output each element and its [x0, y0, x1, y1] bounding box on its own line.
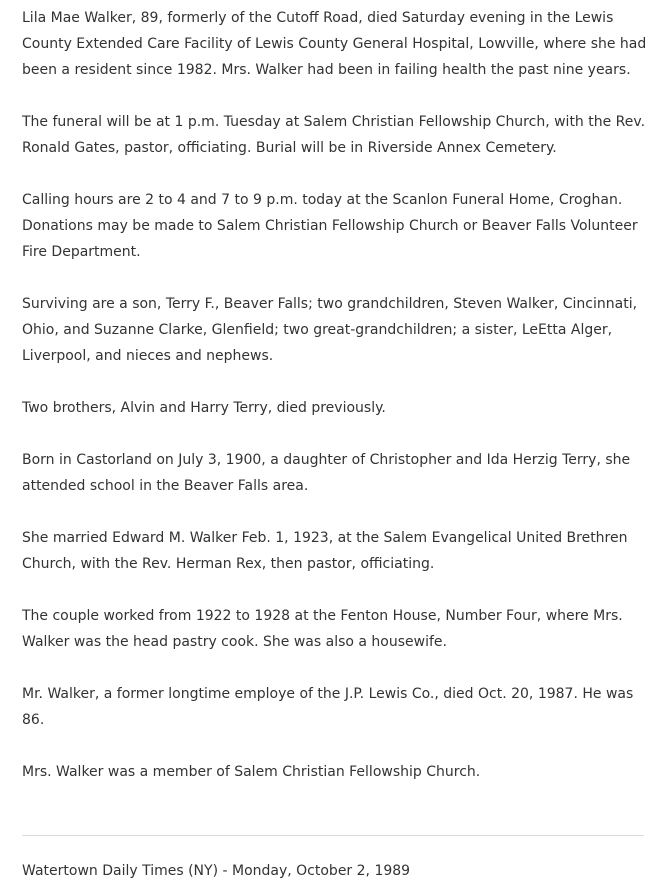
- obituary-article: [22, 5, 648, 811]
- paragraph-predeceased: Two brothers, Alvin and Harry Terry, died previously.: [22, 400, 386, 416]
- paragraph-birth: Born in Castorland on July 3, 1900, a daughter of Christopher and Ida Herzig Terry, she attended school in the Beaver Falls area.: [22, 452, 631, 494]
- paragraph-work: The couple worked from 1922 to 1928 at the Fenton House, Number Four, where Mrs. Walker was the head pastry cook. She was also a housewife.: [22, 608, 623, 650]
- source-divider: [22, 835, 644, 836]
- paragraph-survivors: Surviving are a son, Terry F., Beaver Falls; two grandchildren, Steven Walker, Cincinnati, Ohio, and Suzanne Clarke, Glenfield; two great-grandchildren; a sister, LeEtta Alger, Liverpool, and nieces and nephews.: [22, 296, 638, 364]
- paragraph-husband: Mr. Walker, a former longtime employe of the J.P. Lewis Co., died Oct. 20, 1987. He was 86.: [22, 686, 634, 728]
- paragraph-membership: Mrs. Walker was a member of Salem Christian Fellowship Church.: [22, 764, 481, 780]
- paragraph-marriage: She married Edward M. Walker Feb. 1, 1923, at the Salem Evangelical United Brethren Church, with the Rev. Herman Rex, then pastor, officiating.: [22, 530, 628, 572]
- paragraph-calling-hours: Calling hours are 2 to 4 and 7 to 9 p.m. today at the Scanlon Funeral Home, Croghan. Donations may be made to Salem Christian Fellowship Church or Beaver Falls Volunteer Fire Department.: [22, 192, 638, 260]
- paragraph-death-notice: Lila Mae Walker, 89, formerly of the Cutoff Road, died Saturday evening in the Lewis County Extended Care Facility of Lewis County General Hospital, Lowville, where she had been a resident since 1982. Mrs. Walker had been in failing health the past nine years.: [22, 10, 647, 78]
- source-citation: Watertown Daily Times (NY) - Monday, October 2, 1989: [22, 863, 411, 879]
- paragraph-funeral: The funeral will be at 1 p.m. Tuesday at Salem Christian Fellowship Church, with the Rev. Ronald Gates, pastor, officiating. Burial will be in Riverside Annex Cemetery.: [22, 114, 646, 156]
